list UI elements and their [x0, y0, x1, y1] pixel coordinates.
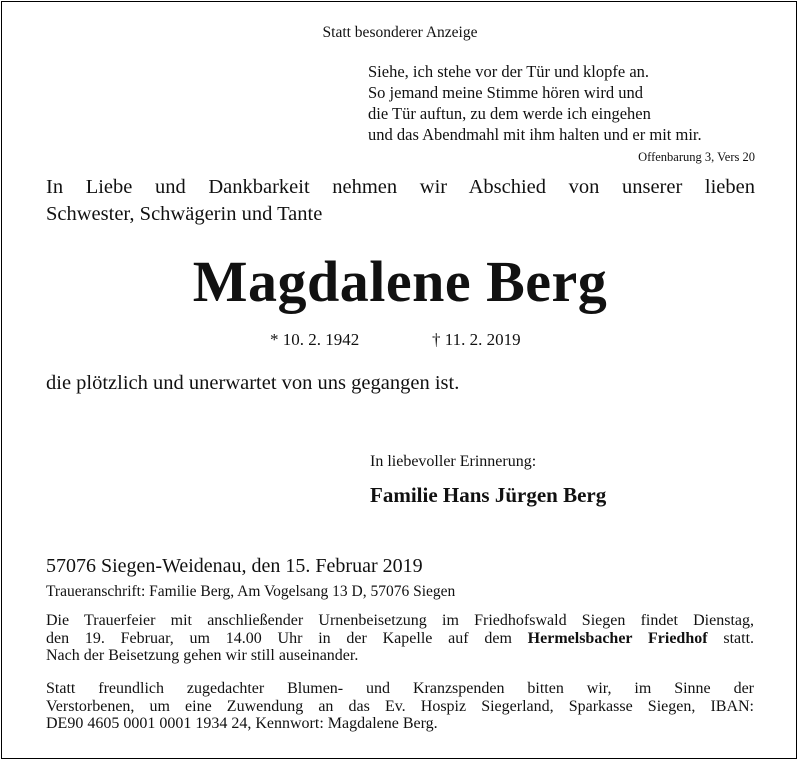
mourning-address: Traueranschrift: Familie Berg, Am Vogelsang 13 D, 57076 Siegen — [46, 583, 456, 600]
verse-line: und das Abendmahl mit ihm halten und er mit mir. — [368, 125, 702, 144]
intro-line: In Liebe und Dankbarkeit nehmen wir Abschied von unserer lieben — [46, 176, 755, 198]
signature-label: In liebevoller Erinnerung: — [370, 453, 537, 470]
verse-line: die Tür auftun, zu dem werde ich eingehen — [368, 104, 651, 123]
verse-line: Siehe, ich stehe vor der Tür und klopfe an. — [368, 62, 650, 81]
cemetery-name: Hermelsbacher Friedhof — [527, 629, 708, 647]
funeral-line: den 19. Februar, um 14.00 Uhr in der Kapelle auf dem Hermelsbacher Friedhof statt. — [46, 629, 755, 647]
birth-date: * 10. 2. 1942 — [270, 330, 360, 349]
verse-source: Offenbarung 3, Vers 20 — [638, 150, 755, 164]
death-date: † 11. 2. 2019 — [432, 330, 521, 349]
verse-line: So jemand meine Stimme hören wird und — [368, 83, 643, 102]
donation-line: Statt freundlich zugedachter Blumen- und Kranzspenden bitten wir, im Sinne der — [46, 680, 754, 697]
funeral-line: Nach der Beisetzung gehen wir still auseinander. — [46, 647, 359, 664]
funeral-info — [46, 612, 754, 665]
donation-line: DE90 4605 0001 0001 1934 24, Kennwort: Magdalene Berg. — [46, 715, 438, 732]
funeral-line: Die Trauerfeier mit anschließender Urnenbeisetzung im Friedhofswald Siegen findet Dienstag, — [46, 612, 754, 629]
notice-heading: Statt besonderer Anzeige — [322, 24, 478, 41]
intro-line: Schwester, Schwägerin und Tante — [46, 203, 323, 225]
donation-info — [46, 680, 754, 733]
deceased-name: Magdalene Berg — [192, 249, 608, 314]
family-signature: Familie Hans Jürgen Berg — [370, 483, 607, 507]
passing-text: die plötzlich und unerwartet von uns gegangen ist. — [46, 372, 460, 394]
donation-line: Verstorbenen, um eine Zuwendung an das Ev. Hospiz Siegerland, Sparkasse Siegen, IBAN: — [46, 697, 754, 715]
location-date: 57076 Siegen-Weidenau, den 15. Februar 2019 — [46, 555, 423, 577]
